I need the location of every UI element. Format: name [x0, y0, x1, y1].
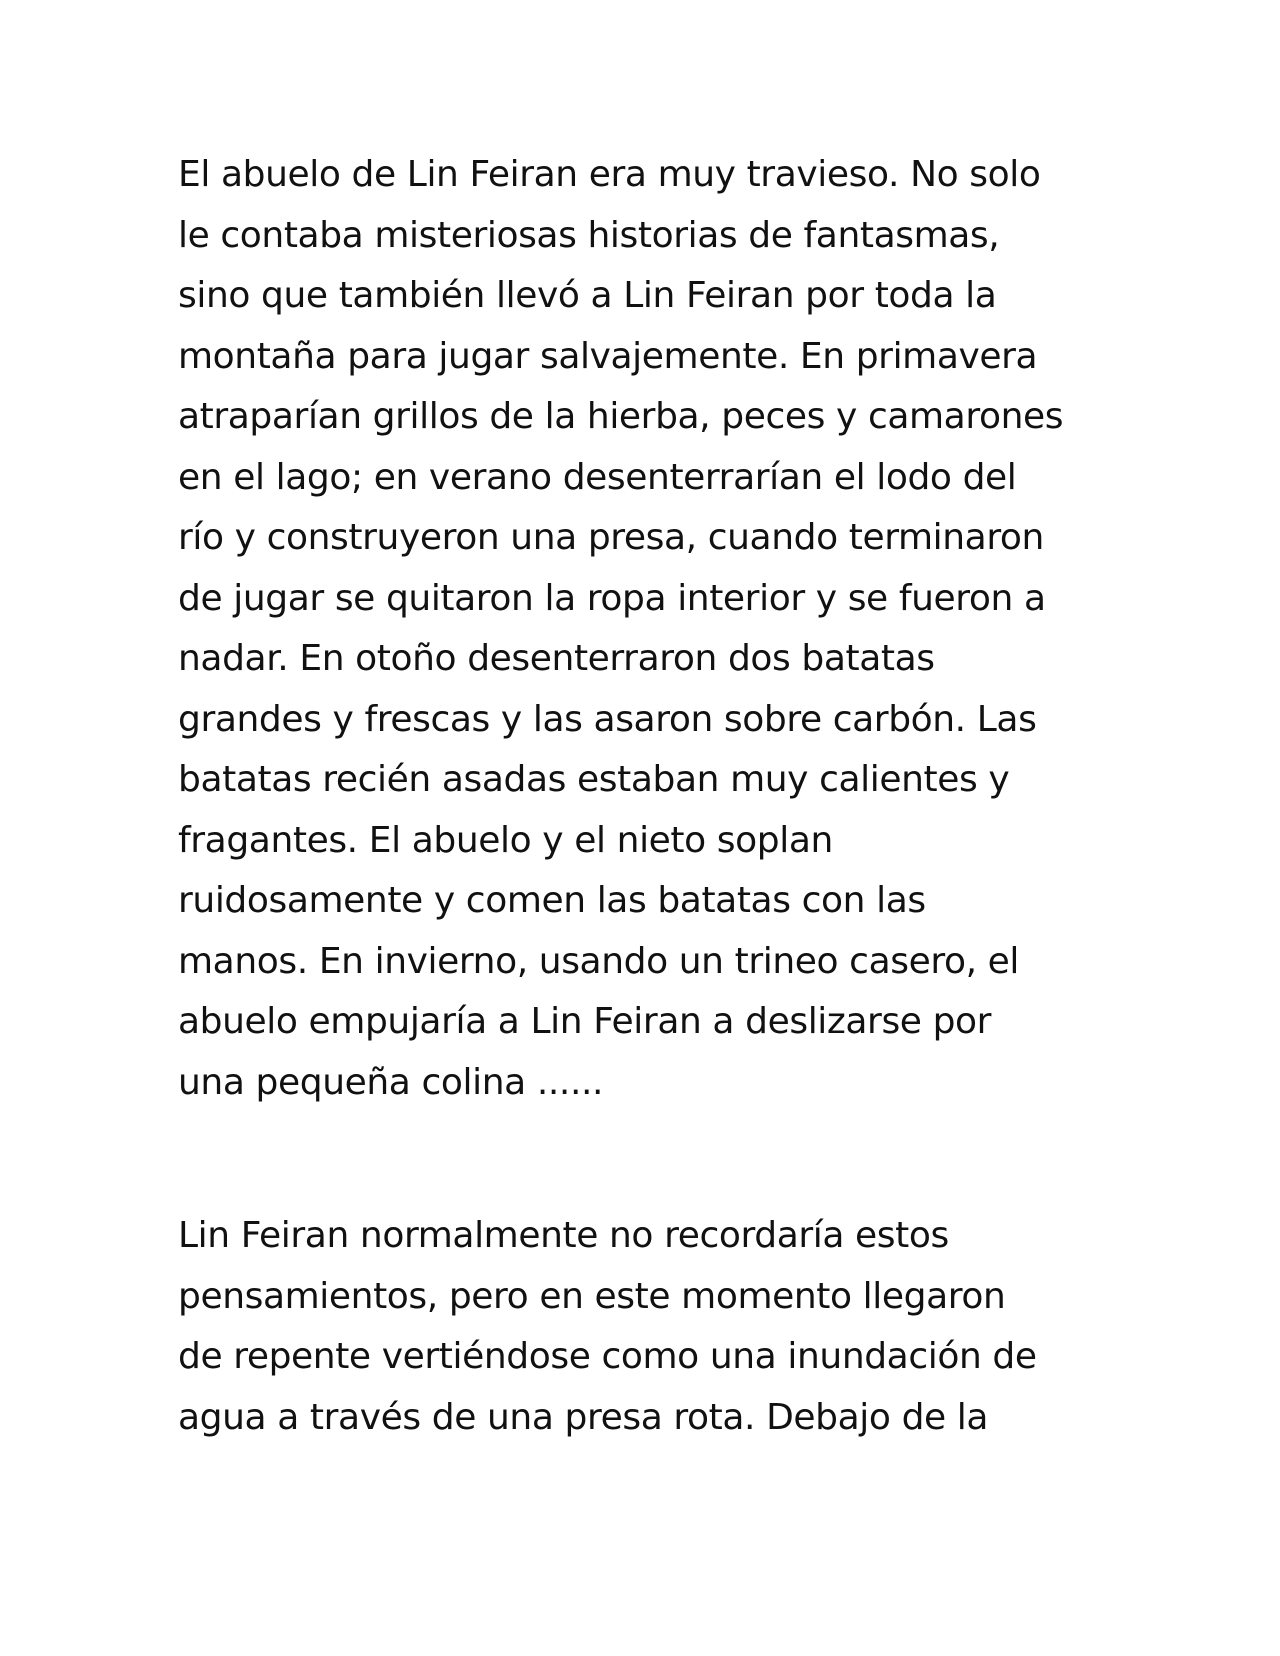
text-line: grandes y frescas y las asaron sobre carbón. Las: [178, 698, 1037, 740]
text-line: una pequeña colina ......: [178, 1061, 604, 1103]
text-line: Lin Feiran normalmente no recordaría estos: [178, 1215, 949, 1256]
text-line: sino que también llevó a Lin Feiran por toda la: [178, 275, 997, 316]
text-line: en el lago; en verano desenterrarían el lodo del: [178, 456, 1017, 498]
paragraph-2: [178, 1206, 1138, 1448]
text-line: El abuelo de Lin Feiran era muy travieso. No solo: [178, 154, 1041, 195]
text-line: montaña para jugar salvajemente. En primavera: [178, 335, 1038, 377]
text-line: fragantes. El abuelo y el nieto soplan: [178, 819, 833, 861]
paragraph-1: [178, 145, 1138, 1113]
text-line: atraparían grillos de la hierba, peces y camarones: [178, 396, 1064, 437]
text-line: de repente vertiéndose como una inundación de: [178, 1336, 1037, 1377]
text-line: pensamientos, pero en este momento llegaron: [178, 1275, 1006, 1317]
text-line: abuelo empujaría a Lin Feiran a deslizarse por: [178, 1001, 992, 1042]
text-line: nadar. En otoño desenterraron dos batatas: [178, 638, 935, 679]
text-line: ruidosamente y comen las batatas con las: [178, 880, 926, 921]
text-line: agua a través de una presa rota. Debajo de la: [178, 1396, 989, 1438]
text-line: le contaba misteriosas historias de fantasmas,: [178, 214, 1000, 256]
text-line: manos. En invierno, usando un trineo casero, el: [178, 940, 1020, 982]
text-line: de jugar se quitaron la ropa interior y se fueron a: [178, 577, 1046, 619]
text-line: río y construyeron una presa, cuando terminaron: [178, 517, 1044, 558]
text-line: batatas recién asadas estaban muy calientes y: [178, 759, 1010, 800]
